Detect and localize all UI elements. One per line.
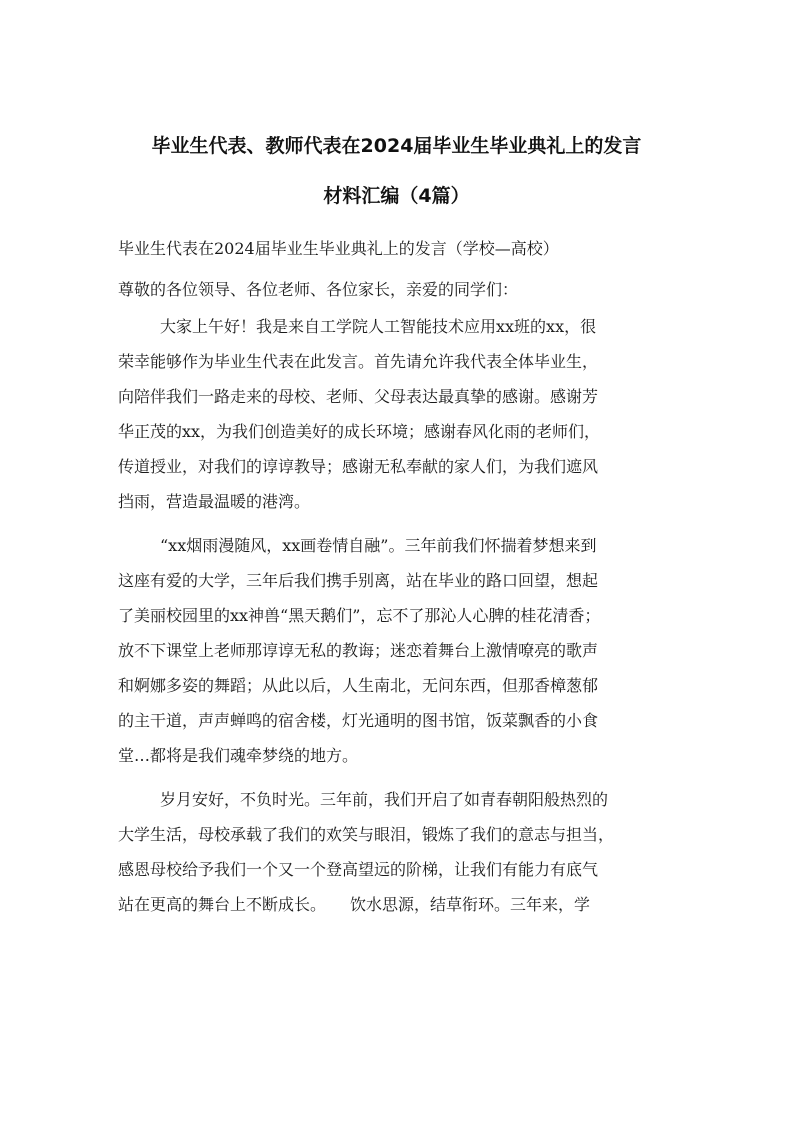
paragraph-line: “xx烟雨漫随风，xx画卷情自融”。三年前我们怀揣着梦想来到 [160, 536, 597, 555]
paragraph-line: 大学生活，母校承载了我们的欢笑与眼泪，锻炼了我们的意志与担当， [118, 825, 615, 844]
paragraph-line: 了美丽校园里的xx神兽“黑天鹅们”，忘不了那沁人心脾的桂花清香； [118, 606, 601, 625]
paragraph-line: 向陪伴我们一路走来的母校、老师、父母表达最真挚的感谢。感谢芳 [118, 387, 599, 406]
paragraph-line: 放不下课堂上老师那谆谆无私的教诲；迷恋着舞台上激情嘹亮的歌声 [118, 641, 599, 660]
paragraph-line: 挡雨，营造最温暖的港湾。 [118, 492, 311, 511]
paragraph-line: 站在更高的舞台上不断成长。 饮水思源，结草衔环。三年来，学 [118, 895, 591, 914]
paragraph-line: 传道授业，对我们的谆谆教导；感谢无私奉献的家人们，为我们遮风 [118, 457, 599, 476]
paragraph-line: 荣幸能够作为毕业生代表在此发言。首先请允许我代表全体毕业生， [118, 352, 599, 371]
paragraph-line: 这座有爱的大学，三年后我们携手别离，站在毕业的路口回望，想起 [118, 571, 599, 590]
paragraph-line: 的主干道，声声蝉鸣的宿舍楼，灯光通明的图书馆，饭菜飘香的小食 [118, 711, 599, 730]
paragraph-2 [118, 528, 675, 773]
section-heading: 毕业生代表在2024届毕业生毕业典礼上的发言（学校—高校） [118, 239, 559, 258]
paragraph-1 [118, 309, 675, 519]
paragraph-line: 堂…都将是我们魂牵梦绕的地方。 [118, 746, 359, 765]
salutation: 尊敬的各位领导、各位老师、各位家长，亲爱的同学们： [118, 280, 519, 299]
title-line-2: 材料汇编（4篇） [323, 185, 470, 207]
paragraph-3 [118, 782, 675, 922]
title-line-1: 毕业生代表、教师代表在2024届毕业生毕业典礼上的发言 [151, 135, 642, 157]
paragraph-line: 感恩母校给予我们一个又一个登高望远的阶梯，让我们有能力有底气 [118, 860, 599, 879]
paragraph-line: 岁月安好，不负时光。三年前，我们开启了如青春朝阳般热烈的 [160, 790, 609, 809]
paragraph-line: 和婀娜多姿的舞蹈；从此以后，人生南北，无问东西，但那香樟葱郁 [118, 676, 599, 695]
document-title [118, 0, 675, 221]
paragraph-line: 大家上午好！我是来自工学院人工智能技术应用xx班的xx，很 [160, 317, 597, 336]
paragraph-line: 华正茂的xx，为我们创造美好的成长环境；感谢春风化雨的老师们， [118, 422, 601, 441]
